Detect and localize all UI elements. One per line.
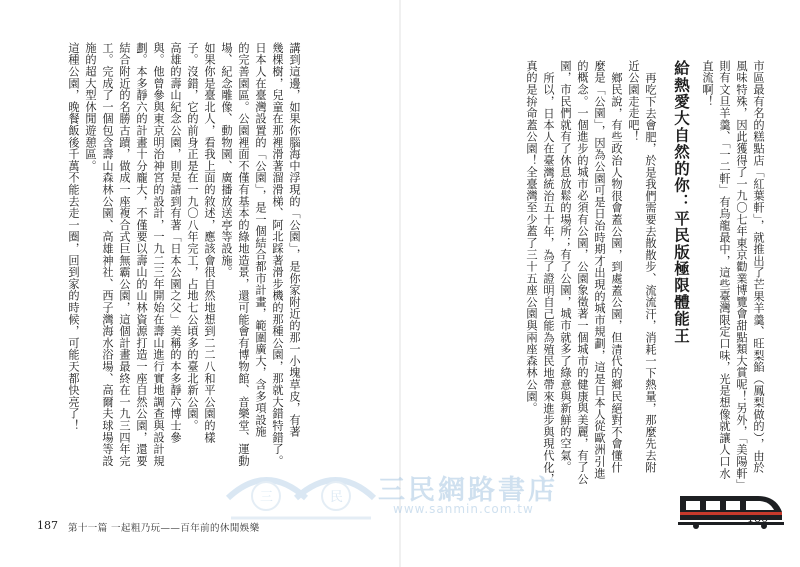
paragraph-column: 子。沒錯，它的前身正是在一九〇八年完工，占地七公頃多的臺北新公園。 — [186, 42, 199, 432]
train-icon — [676, 486, 786, 532]
paragraph-column: 施的超大型休閒遊憩區。 — [84, 42, 97, 172]
paragraph-column: 直流啊！ — [701, 60, 714, 108]
paragraph-column: 鄉民說，有些政治人物很會蓋公園，到處蓋公園，但清代的鄉民絕對不會懂什 — [610, 72, 623, 474]
paragraph-column: 高雄的壽山紀念公園，則是請到有著「日本公園之父」美稱的本多靜六博士參 — [169, 42, 182, 444]
paragraph-column: 所以，日本人在臺灣統治五十年，為了證明自己能為殖民地帶來進步與現代化， — [542, 72, 555, 485]
paragraph-column: 講到這邊，如果你腦海中浮現的「公園」，是你家附近的那一小塊草皮，有著 — [288, 42, 301, 438]
paragraph-column: 工。完成了一個包含壽山森林公園、高雄神社、西子灣海水浴場、高爾夫球場等設 — [101, 42, 114, 467]
paragraph-column: 的完善園區。公園裡面不僅有基本的綠地造景，還可能會有博物館、音樂堂、運動 — [237, 42, 250, 467]
paragraph-column: 這種公園，晚餐飯後千萬不能去走一圈，回到家的時候，可能天都快亮了！ — [67, 42, 80, 432]
watermark-name: 三民網路書店 — [378, 475, 558, 506]
paragraph-column: 則有文旦羊羹、「一二軒」有烏龍最中，這些臺灣限定口味，光是想像就讓人口水 — [718, 60, 731, 480]
paragraph-column: 風味特殊，因此獲得了一九〇七年東京勸業博覽會甜點類大賞呢！另外，「美陽軒」 — [735, 60, 748, 491]
paragraph-column: 真的是拚命蓋公園！全臺灣至少蓋了三十五座公園與兩座森林公園。 — [525, 60, 538, 414]
paragraph-column: 園，市民們就有了休息放鬆的場所；有了公園，城市就多了綠意與新鮮的空氣。 — [559, 60, 572, 473]
running-head: 第十一篇 一起粗乃玩——百年前的休閒娛樂 — [68, 523, 260, 534]
section-heading: 給熱愛大自然的你：平民版極限體能王 — [672, 60, 691, 344]
watermark — [226, 468, 606, 528]
paragraph-column: 日本人在臺灣設置的「公園」，是一個結合都市計畫，範圍廣大，含多項設施 — [254, 42, 267, 438]
watermark-badge-char: 民 — [330, 490, 344, 505]
paragraph-column: 結合附近的名勝古蹟，做成一座複合式巨無霸公園，這個計畫最終在一九三四年完 — [118, 42, 131, 467]
watermark-badge-char: 三 — [260, 490, 274, 505]
paragraph-column: 劃。本多靜六的計畫十分龐大，不僅要以壽山的山林資源打造一座自然公園，還要 — [135, 42, 148, 467]
paragraph-column: 幾棵樹，兒童在那裡滑著溜滑梯、阿北踩著滑步機的那種公園，那就大錯特錯了。 — [271, 42, 284, 467]
paragraph-column: 與。他曾參與東京明治神宮的設計，一九二三年開始在壽山進行實地調查與設計規 — [152, 42, 165, 467]
paragraph-column: 市區最有名的糕點店「紅葉軒」，就推出了芒果羊羹、旺梨餡（鳳梨做的），由於 — [752, 60, 765, 474]
paragraph-column: 場、紀念雕像、動物園、廣播放送亭等設施。 — [220, 42, 233, 278]
paragraph-column: 麼是「公園」，因為公園可是日治時期才出現的城市規劃，這是日本人從歐洲引進 — [593, 60, 606, 480]
paragraph-column: 的概念。一個進步的城市必須有公園，公園象徵著一個城市的健康與美麗，有了公 — [576, 60, 589, 485]
paragraph-column: 如果你是臺北人，看我上面的敘述，應該會很自然地想到二二八和平公園的樣 — [203, 42, 216, 444]
paragraph-column: 近公園走走吧！ — [627, 60, 640, 143]
paragraph-column: 再吃下去會肥，於是我們需要去散散步、流流汗，消耗一下熱量，那麼先去附 — [644, 72, 657, 474]
page-number: 187 — [37, 519, 58, 532]
watermark-logo-icon — [226, 468, 376, 524]
watermark-url: www.sanmin.com.tw — [393, 502, 534, 516]
